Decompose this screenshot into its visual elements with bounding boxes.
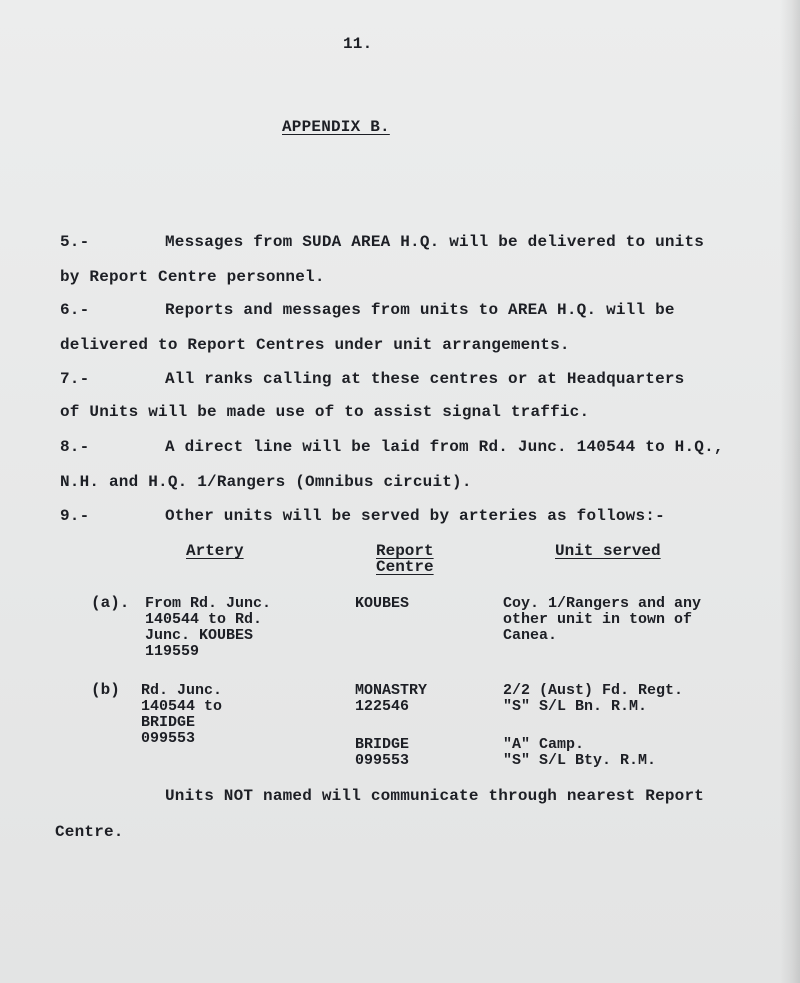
paragraph-number: 8.- bbox=[60, 438, 90, 456]
paragraph-line: Other units will be served by arteries as follows:- bbox=[165, 507, 665, 525]
table-header-unit-served: Unit served bbox=[555, 542, 661, 560]
table-cell-artery: From Rd. Junc. 140544 to Rd. Junc. KOUBES 119559 bbox=[145, 595, 272, 660]
paragraph-line: Reports and messages from units to AREA H.Q. will be bbox=[165, 301, 675, 319]
paragraph-line: of Units will be made use of to assist signal traffic. bbox=[60, 403, 590, 421]
table-cell-artery: Rd. Junc. 140544 to BRIDGE 099553 bbox=[141, 682, 223, 747]
table-cell-units: "A" Camp. "S" S/L Bty. R.M. bbox=[503, 736, 657, 769]
page-edge-shadow bbox=[780, 0, 800, 983]
table-cell-centre: MONASTRY 122546 bbox=[355, 682, 428, 715]
page-number: 11. bbox=[343, 35, 373, 53]
paragraph-line: A direct line will be laid from Rd. Junc. 140544 to H.Q., bbox=[165, 438, 724, 456]
table-cell-units: Coy. 1/Rangers and any other unit in town of Canea. bbox=[503, 595, 702, 644]
closing-line: Centre. bbox=[55, 823, 124, 841]
paragraph-line: Messages from SUDA AREA H.Q. will be delivered to units bbox=[165, 233, 705, 251]
table-row-label: (b) bbox=[91, 681, 120, 699]
table-cell-units: 2/2 (Aust) Fd. Regt. "S" S/L Bn. R.M. bbox=[503, 682, 684, 715]
paragraph-line: by Report Centre personnel. bbox=[60, 268, 325, 286]
paragraph-number: 7.- bbox=[60, 370, 90, 388]
table-row-label: (a). bbox=[91, 594, 130, 612]
paragraph-line: All ranks calling at these centres or at Headquarters bbox=[165, 370, 685, 388]
table-header-artery: Artery bbox=[186, 542, 244, 560]
paragraph-number: 6.- bbox=[60, 301, 90, 319]
paragraph-number: 5.- bbox=[60, 233, 90, 251]
paragraph-number: 9.- bbox=[60, 507, 90, 525]
table-header-report-centre: Report Centre bbox=[376, 542, 434, 576]
table-cell-centre: BRIDGE 099553 bbox=[355, 736, 410, 769]
closing-line: Units NOT named will communicate through nearest Report bbox=[165, 787, 705, 805]
page-heading: APPENDIX B. bbox=[282, 118, 390, 136]
paragraph-line: delivered to Report Centres under unit arrangements. bbox=[60, 336, 570, 354]
table-cell-centre: KOUBES bbox=[355, 595, 410, 612]
paragraph-line: N.H. and H.Q. 1/Rangers (Omnibus circuit). bbox=[60, 473, 472, 491]
